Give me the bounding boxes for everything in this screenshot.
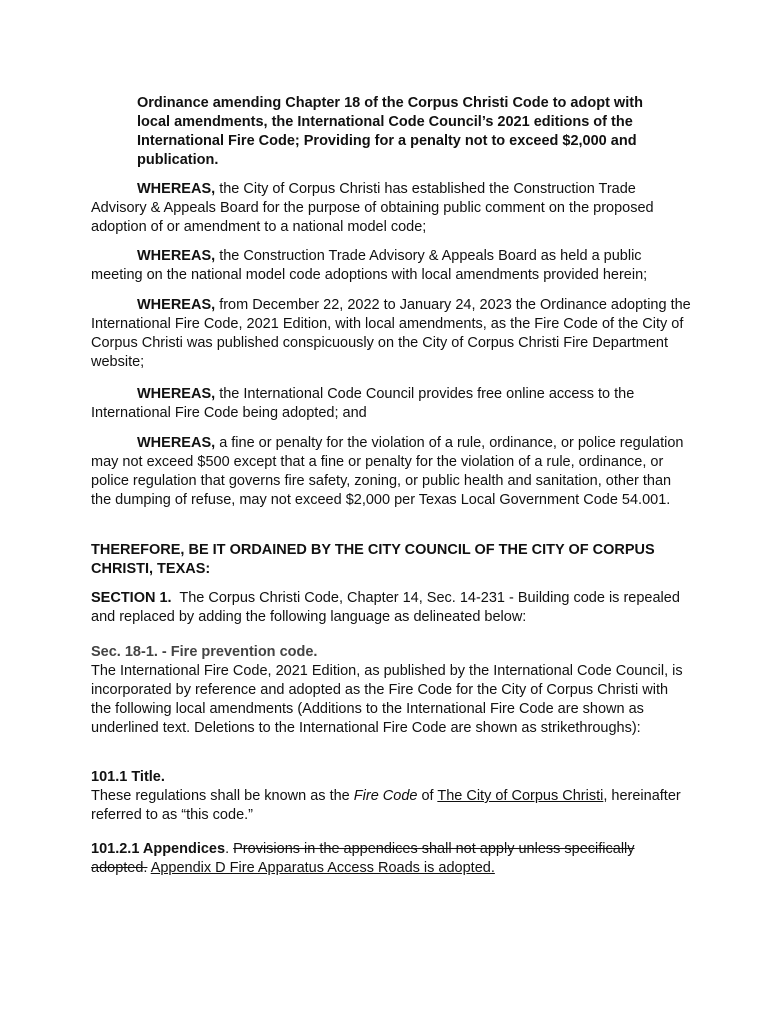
sec-18-1-heading: Sec. 18-1. - Fire prevention code.: [91, 644, 318, 660]
section-101-2-1: [91, 840, 691, 878]
section-101-1-text-c: , hereinafter referred to as “this code.”: [91, 788, 681, 823]
whereas-label: WHEREAS,: [137, 248, 216, 264]
whereas-label: WHEREAS,: [137, 386, 216, 402]
section-101-2-1-heading: 101.2.1 Appendices: [91, 841, 226, 857]
sec-18-1: [91, 643, 691, 738]
section-101-1-heading: 101.1 Title.: [91, 769, 165, 785]
whereas-paragraph-2: [91, 247, 691, 285]
therefore-clause: THEREFORE, BE IT ORDAINED BY THE CITY COUNCIL OF THE CITY OF CORPUS CHRISTI, TEXAS:: [91, 542, 655, 577]
city-name-underlined: The City of Corpus Christi: [437, 788, 604, 804]
whereas-text: the International Code Council provides free online access to the International Fire Code being adopted; and: [91, 386, 635, 421]
whereas-text: from December 22, 2022 to January 24, 2023 the Ordinance adopting the International Fire Code, 2021 Edition, with local amendments, as the Fire Code of the City of Corpus Christi was published conspicuously on the City of Corpus Christi Fire Department website;: [91, 297, 691, 370]
whereas-paragraph-1: [91, 180, 691, 237]
section-1-label: SECTION 1.: [91, 590, 172, 606]
whereas-text: the Construction Trade Advisory & Appeals Board as held a public meeting on the national model code adoptions with local amendments provided herein;: [91, 248, 648, 283]
ordinance-title: Ordinance amending Chapter 18 of the Corpus Christi Code to adopt with local amendments, the International Code Council’s 2021 editions of the International Fire Code; Providing for a penalty not to exceed $2,000 and publication.: [137, 95, 643, 168]
whereas-text: the City of Corpus Christi has established the Construction Trade Advisory & Appeals Board for the purpose of obtaining public comment on the proposed adoption of or amendment to a national model code;: [91, 181, 654, 235]
whereas-paragraph-3: [91, 296, 691, 372]
whereas-label: WHEREAS,: [137, 435, 216, 451]
whereas-label: WHEREAS,: [137, 181, 216, 197]
section-1: [91, 589, 691, 627]
section-101-1: [91, 768, 691, 825]
whereas-label: WHEREAS,: [137, 297, 216, 313]
whereas-paragraph-5: [91, 434, 691, 510]
section-1-text: The Corpus Christi Code, Chapter 14, Sec. 14-231 - Building code is repealed and replaced by adding the following language as delineated below:: [91, 590, 680, 625]
sec-18-1-text: The International Fire Code, 2021 Edition, as published by the International Code Council, is incorporated by reference and adopted as the Fire Code for the City of Corpus Christi with the following local amendments (Additions to the International Fire Code are shown as underlined text. Deletions to the International Fire Code are shown as strikethroughs):: [91, 663, 683, 736]
whereas-paragraph-4: [91, 385, 691, 423]
fire-code-italic: Fire Code: [353, 788, 418, 804]
whereas-text: a fine or penalty for the violation of a rule, ordinance, or police regulation may not exceed $500 except that a fine or penalty for the violation of a rule, ordinance, or police regulation that governs fire safety, zoning, or public health and sanitation, other than the dumping of refuse, may not exceed $2,000 per Texas Local Government Code 54.001.: [91, 435, 684, 508]
separator: .: [225, 841, 234, 857]
added-text: Appendix D Fire Apparatus Access Roads is adopted.: [150, 860, 495, 876]
deleted-text: Provisions in the appendices shall not apply unless specifically adopted.: [91, 841, 635, 876]
section-101-1-text-a: These regulations shall be known as the: [91, 788, 354, 804]
section-101-1-text-b: of: [417, 788, 438, 804]
